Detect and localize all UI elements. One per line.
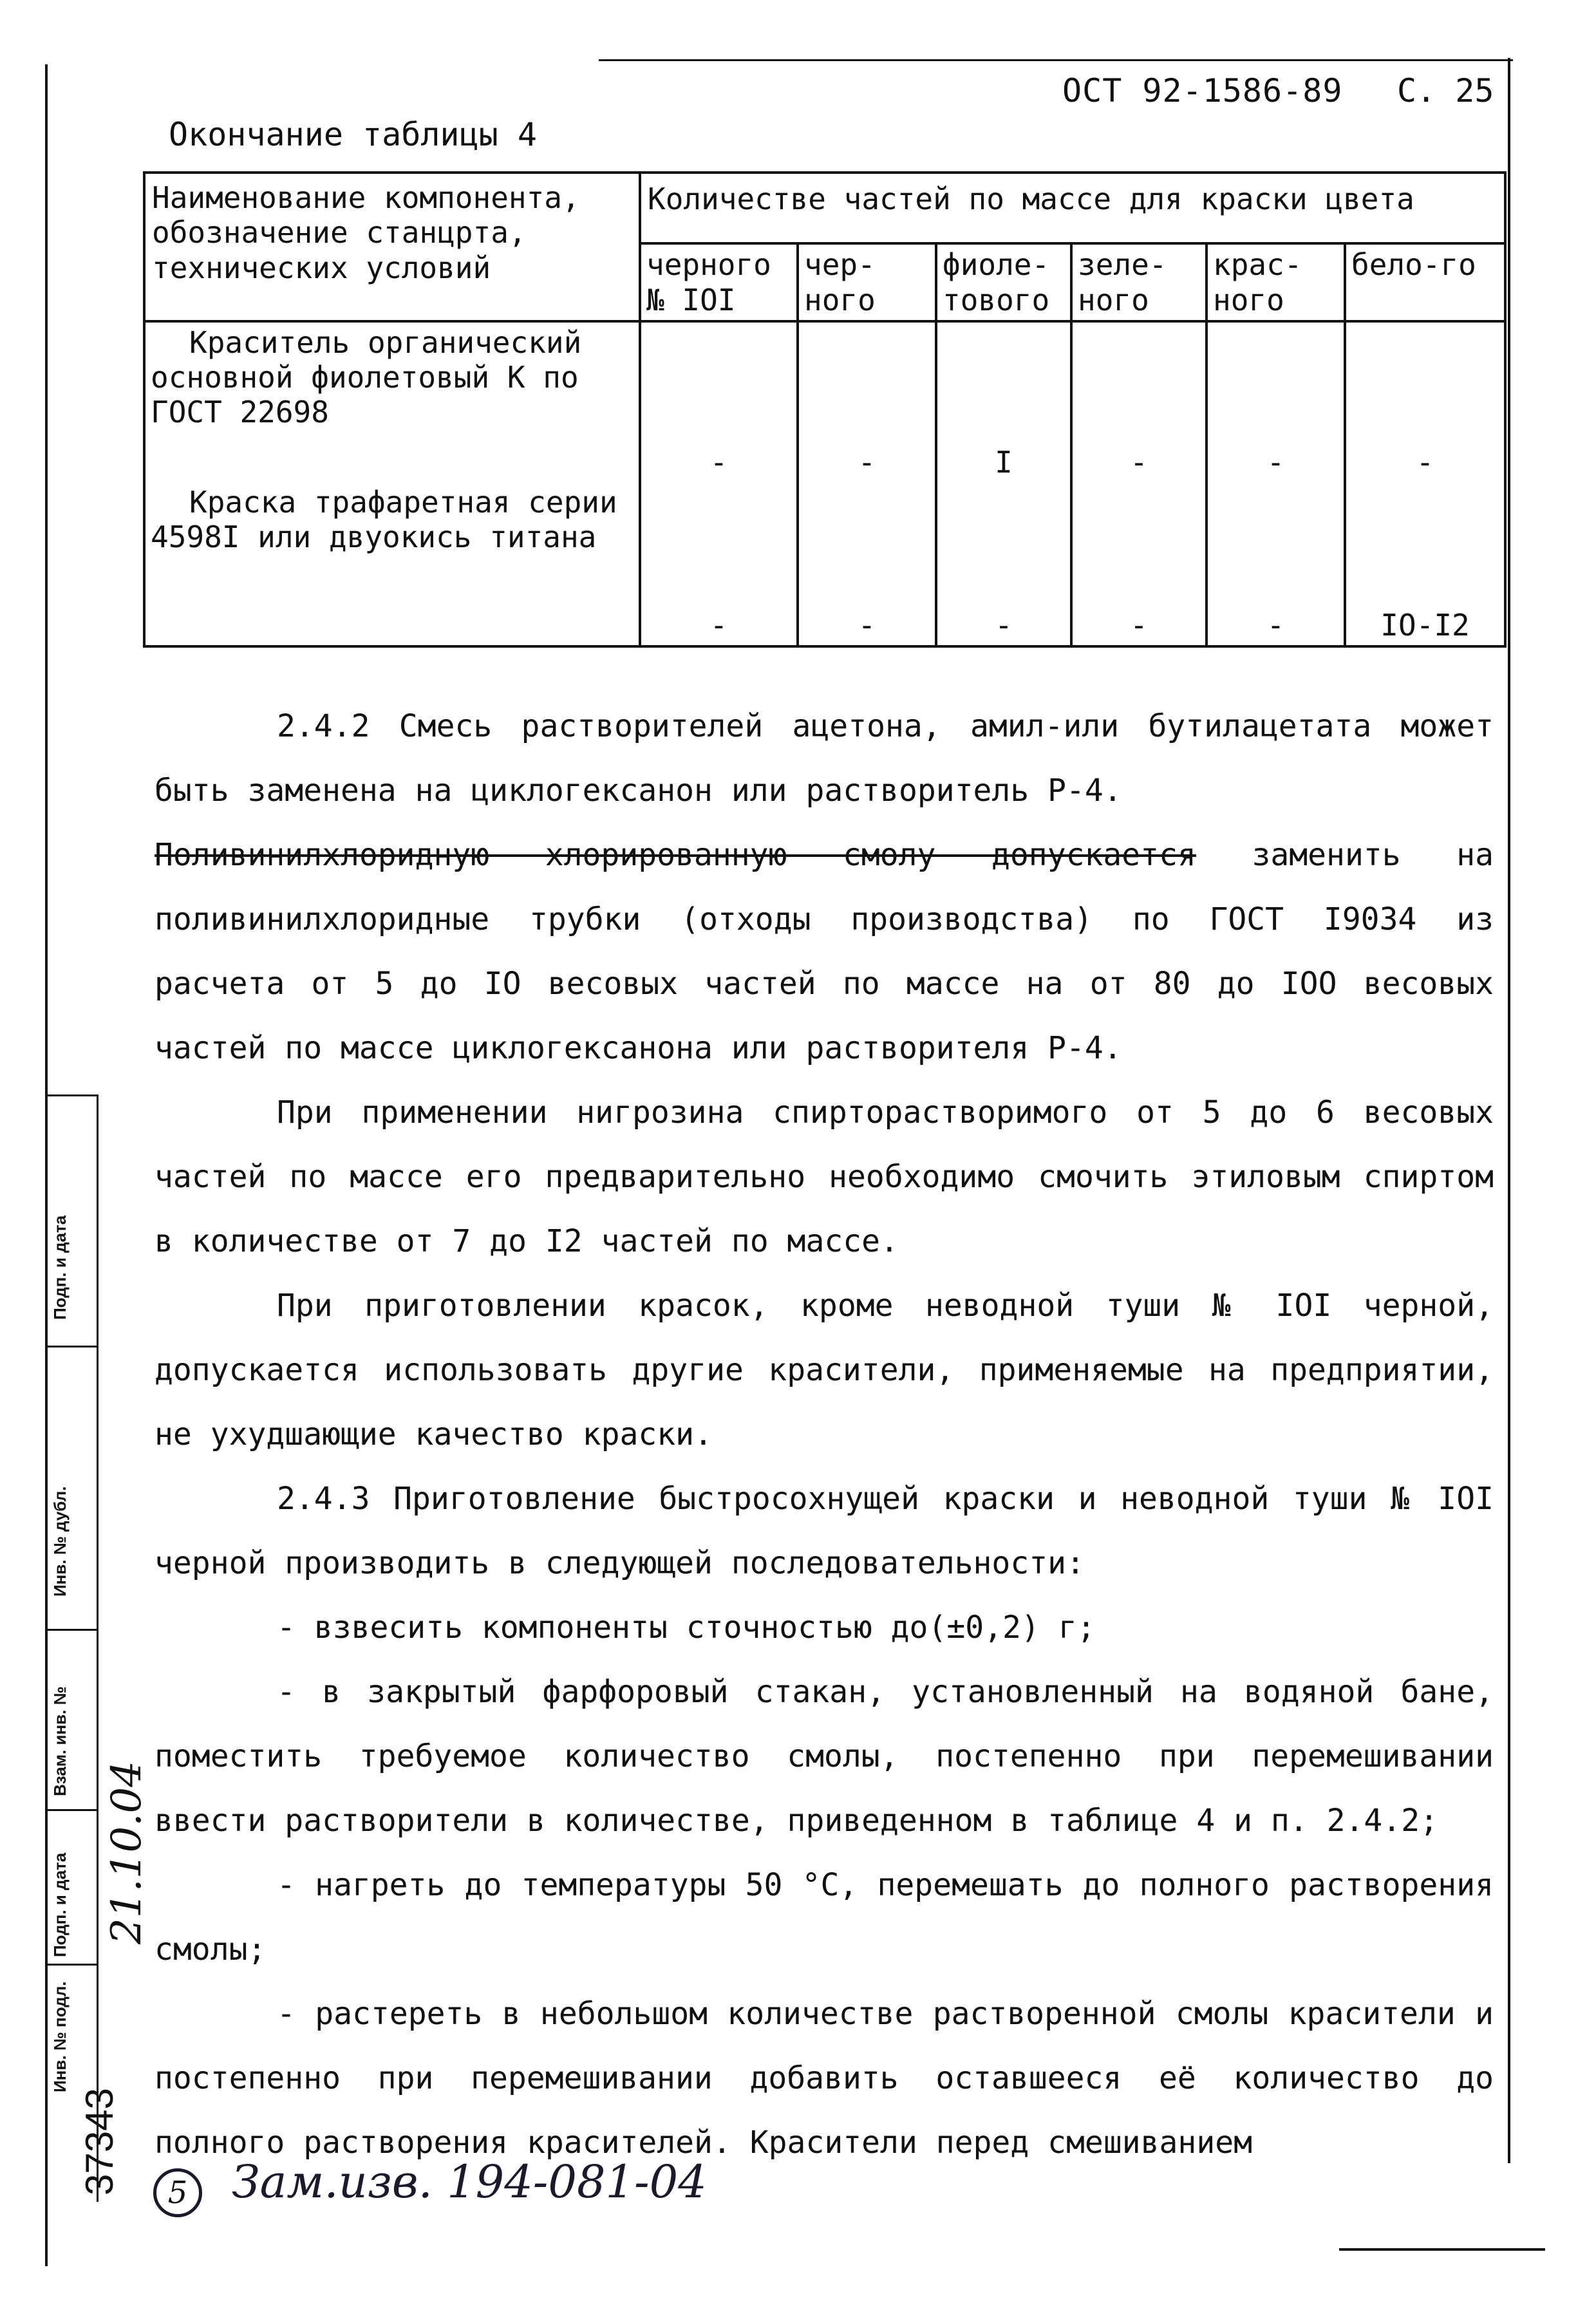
column-header-group: Количестве частей по массе для краски цвета [640, 173, 1505, 243]
paragraph-2-4-3: 2.4.3 Приготовление быстросохнущей краски и неводной туши № IOI черной производить в следующей последовательности: [155, 1481, 1494, 1581]
table-cell: - [1206, 321, 1345, 482]
change-note-handwritten: Зам.изв. 194-081-04 [232, 2155, 707, 2208]
table-row [144, 321, 1505, 482]
document-code: ОСТ 92-1586-89 [1062, 72, 1343, 109]
page-number: С. 25 [1397, 72, 1494, 109]
table-cell: IO-I2 [1345, 482, 1505, 646]
table-cell: - [640, 482, 798, 646]
change-mark-circle: 5 [153, 2168, 202, 2217]
stamp-divider [45, 1809, 98, 1811]
paragraph-other-dyes: При приготовлении красок, кроме неводной туши № IOI черной, допускается использовать другие красители, применяемые на предприятии, не ухудшающие качество краски. [155, 1288, 1494, 1452]
column-header-color: зеле-ного [1071, 243, 1206, 321]
table-row [144, 482, 1505, 646]
row-component-name: Краситель органический основной фиолетовый К по ГОСТ 22698 [144, 321, 640, 482]
paragraph-2-4-2: 2.4.2 Смесь растворителей ацетона, амил-или бутилацетата может быть заменена на циклогексанон или растворитель Р-4. [155, 708, 1494, 809]
stamp-signature-date: 21.10.04 [103, 1761, 151, 1944]
table-cell: - [1206, 482, 1345, 646]
column-header-component: Наименование компонента, обозначение станцрта, технических условий [144, 173, 640, 321]
table-cell: - [1345, 321, 1505, 482]
table-caption: Окончание таблицы 4 [169, 116, 537, 153]
components-table [143, 171, 1507, 648]
step-heat: - нагреть до температуры 50 °С, перемешать до полного растворения смолы; [155, 1867, 1494, 1967]
stamp-label-dup-inv: Инв. № дубл. [50, 1486, 70, 1597]
left-frame-line [45, 64, 48, 2266]
table-cell: - [1071, 482, 1206, 646]
stamp-divider [45, 1629, 98, 1631]
table-cell: - [936, 482, 1071, 646]
column-header-color: крас-ного [1206, 243, 1345, 321]
column-header-color: фиоле-тового [936, 243, 1071, 321]
column-header-color: чер-ного [798, 243, 936, 321]
stamp-divider [45, 1094, 98, 1096]
table-cell: - [798, 482, 936, 646]
stamp-label-sign-date: Подп. и дата [50, 1215, 70, 1320]
stamp-inventory-number: 37343 [78, 2088, 121, 2195]
right-frame-line [1508, 58, 1510, 2163]
table-cell: - [640, 321, 798, 482]
paragraph-pvc-replacement: Поливинилхлоридную хлорированную смолу допускается заменить на поливинилхлоридные трубки (отходы производства) по ГОСТ I9034 из расчета от 5 до IO весовых частей по массе на от 80 до IOO весовых частей по массе циклогексанона или растворителя Р-4. [155, 837, 1494, 1066]
stamp-divider [45, 1964, 98, 1966]
stamp-label-sign-date-2: Подп. и дата [50, 1852, 70, 1957]
step-grind-dyes: - растереть в небольшом количестве растворенной смолы красители и постепенно при перемешивании добавить оставшееся её количество до полного растворения красителей. Красители перед смешиванием [155, 1996, 1494, 2161]
paragraph-nigrosin: При применении нигрозина спирторастворимого от 5 до 6 весовых частей по массе его предварительно необходимо смочить этиловым спиртом в количестве от 7 до I2 частей по массе. [155, 1094, 1494, 1259]
struck-text: Поливинилхлоридную хлорированную смолу допускается [155, 837, 1196, 873]
bottom-rule [1339, 2248, 1545, 2251]
table-cell: - [798, 321, 936, 482]
stamp-inner-line [97, 1094, 99, 2202]
stamp-divider [45, 1346, 98, 1347]
column-header-color: бело-го [1345, 243, 1505, 321]
table-cell: I [936, 321, 1071, 482]
stamp-label-replace-inv: Взам. инв. № [50, 1686, 70, 1796]
column-header-color: черного № IOI [640, 243, 798, 321]
stamp-label-orig-inv: Инв. № подл. [50, 1981, 70, 2092]
step-porcelain-glass: - в закрытый фарфоровый стакан, установленный на водяной бане, поместить требуемое количество смолы, постепенно при перемешивании ввести растворители в количестве, приведенном в таблице 4 и п. 2.4.2; [155, 1674, 1494, 1839]
header-rule [599, 59, 1513, 61]
step-weigh: - взвесить компоненты сточностью до(±0,2) г; [277, 1610, 1096, 1646]
row-component-name: Краска трафаретная серии 4598I или двуокись титана [144, 482, 640, 646]
table-cell: - [1071, 321, 1206, 482]
